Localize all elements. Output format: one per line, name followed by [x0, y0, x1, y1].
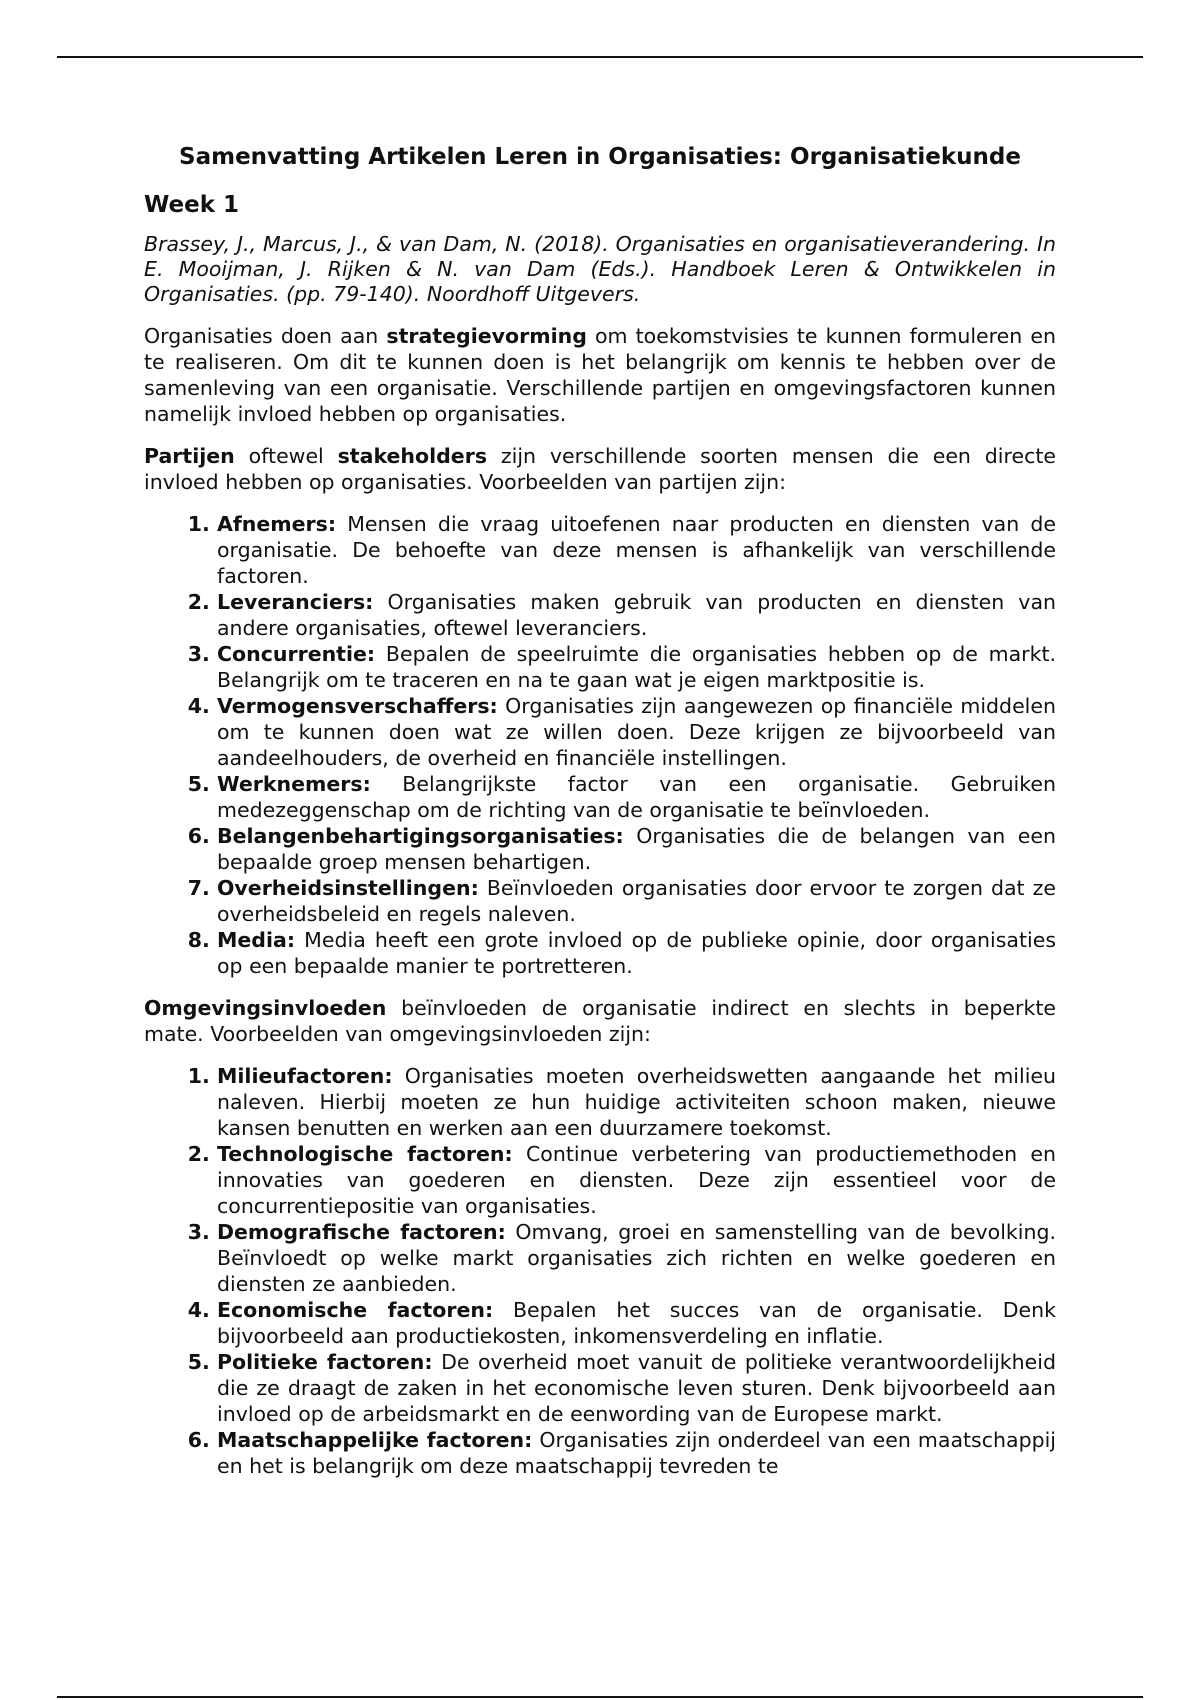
list-item — [217, 875, 1056, 927]
list-item — [217, 771, 1056, 823]
list-item-text: Media heeft een grote invloed op de publieke opinie, door organisaties op een bepaalde manier te portretteren. — [217, 928, 1056, 978]
list-item-term: Economische factoren: — [217, 1298, 494, 1322]
list-item-term: Media: — [217, 928, 296, 952]
stakeholders-bold-term: stakeholders — [337, 444, 488, 468]
reference-citation: Brassey, J., Marcus, J., & van Dam, N. (2018). Organisaties en organisatieverandering. In E. Mooijman, J. Rijken & N. van Dam (Eds.). Handboek Leren & Ontwikkelen in Organisaties. (pp. 79-140). Noordhoff Uitgevers. — [144, 232, 1056, 306]
list-item — [217, 1349, 1056, 1427]
list-item — [217, 693, 1056, 771]
week-heading: Week 1 — [144, 192, 240, 218]
list-item-text: Organisaties maken gebruik van producten en diensten van andere organisaties, oftewel leveranciers. — [217, 590, 1056, 640]
bottom-rule — [57, 1696, 1143, 1698]
omgeving-text: beïnvloeden de organisatie indirect en slechts in beperkte mate. Voorbeelden van omgevingsinvloeden zijn: — [144, 996, 1056, 1046]
omgeving-list — [144, 1063, 1056, 1479]
list-item-text: Belangrijkste factor van een organisatie. Gebruiken medezeggenschap om de richting van de organisatie te beïnvloeden. — [217, 772, 1056, 822]
list-item-term: Milieufactoren: — [217, 1064, 393, 1088]
partijen-text-rest: zijn verschillende soorten mensen die een directe invloed hebben op organisaties. Voorbeelden van partijen zijn: — [144, 444, 1056, 494]
list-item-term: Vermogensverschaffers: — [217, 694, 498, 718]
list-item-text: Organisaties zijn aangewezen op financiële middelen om te kunnen doen wat ze willen doen. Deze krijgen ze bijvoorbeeld van aandeelhouders, de overheid en financiële instellingen. — [217, 694, 1056, 770]
list-item-term: Leveranciers: — [217, 590, 374, 614]
list-item-text: Omvang, groei en samenstelling van de bevolking. Beïnvloedt op welke markt organisaties zich richten en welke goederen en diensten ze aanbieden. — [217, 1220, 1056, 1296]
list-item-term: Concurrentie: — [217, 642, 376, 666]
document-title: Samenvatting Artikelen Leren in Organisaties: Organisatiekunde — [179, 144, 1021, 170]
list-item — [217, 641, 1056, 693]
partijen-list — [144, 511, 1056, 979]
list-item-text: Organisaties zijn onderdeel van een maatschappij en het is belangrijk om deze maatschappij tevreden te — [217, 1428, 1056, 1478]
list-item-text: Mensen die vraag uitoefenen naar producten en diensten van de organisatie. De behoefte van deze mensen is afhankelijk van verschillende factoren. — [217, 512, 1056, 588]
intro-text: Organisaties doen aan — [144, 324, 387, 348]
list-item-text: Bepalen het succes van de organisatie. Denk bijvoorbeeld aan productiekosten, inkomensverdeling en inflatie. — [217, 1298, 1056, 1348]
list-item-term: Politieke factoren: — [217, 1350, 433, 1374]
list-item-text: De overheid moet vanuit de politieke verantwoordelijkheid die ze draagt de zaken in het economische leven sturen. Denk bijvoorbeeld aan invloed op de arbeidsmarkt en de eenwording van de Europese markt. — [217, 1350, 1056, 1426]
list-item — [217, 1297, 1056, 1349]
list-item — [217, 1427, 1056, 1479]
list-item — [217, 1219, 1056, 1297]
list-item — [217, 589, 1056, 641]
list-item-term: Demografische factoren: — [217, 1220, 506, 1244]
list-item-term: Afnemers: — [217, 512, 337, 536]
list-item-text: Organisaties die de belangen van een bepaalde groep mensen behartigen. — [217, 824, 1056, 874]
intro-bold-term: strategievorming — [386, 324, 587, 348]
document-body — [144, 142, 1056, 1495]
list-item — [217, 511, 1056, 589]
intro-text-rest: om toekomstvisies te kunnen formuleren en te realiseren. Om dit te kunnen doen is het belangrijk om kennis te hebben over de samenleving van een organisatie. Verschillende partijen en omgevingsfactoren kunnen namelijk invloed hebben op organisaties. — [144, 324, 1056, 426]
intro-paragraph — [144, 323, 1056, 427]
list-item — [217, 823, 1056, 875]
omgeving-bold-term: Omgevingsinvloeden — [144, 996, 387, 1020]
top-rule — [57, 56, 1143, 58]
list-item-text: Beïnvloeden organisaties door ervoor te zorgen dat ze overheidsbeleid en regels naleven. — [217, 876, 1056, 926]
partijen-paragraph — [144, 443, 1056, 495]
partijen-text: oftewel — [234, 444, 338, 468]
omgeving-paragraph — [144, 995, 1056, 1047]
list-item — [217, 927, 1056, 979]
list-item-term: Maatschappelijke factoren: — [217, 1428, 533, 1452]
list-item — [217, 1141, 1056, 1219]
list-item-term: Werknemers: — [217, 772, 371, 796]
list-item-term: Technologische factoren: — [217, 1142, 513, 1166]
list-item-term: Belangenbehartigingsorganisaties: — [217, 824, 624, 848]
partijen-bold-term: Partijen — [144, 444, 235, 468]
list-item — [217, 1063, 1056, 1141]
list-item-term: Overheidsinstellingen: — [217, 876, 479, 900]
list-item-text: Continue verbetering van productiemethoden en innovaties van goederen en diensten. Deze zijn essentieel voor de concurrentiepositie van organisaties. — [217, 1142, 1057, 1218]
list-item-text: Bepalen de speelruimte die organisaties hebben op de markt. Belangrijk om te traceren en na te gaan wat je eigen marktpositie is. — [217, 642, 1056, 692]
list-item-text: Organisaties moeten overheidswetten aangaande het milieu naleven. Hierbij moeten ze hun huidige activiteiten schoon maken, nieuwe kansen benutten en werken aan een duurzamere toekomst. — [217, 1064, 1056, 1140]
